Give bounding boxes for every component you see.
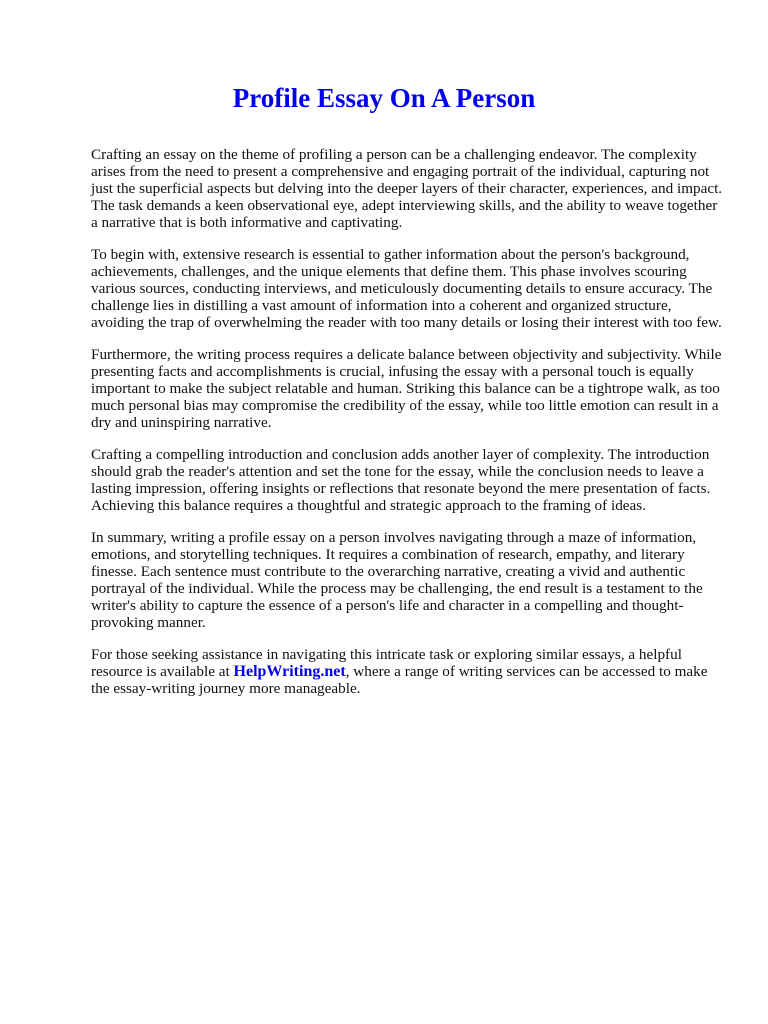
paragraph-1: Crafting an essay on the theme of profiling a person can be a challenging endeavor. The complexity arises from the need to present a comprehensive and engaging portrait of the individual, capturing not just the superficial aspects but delving into the deeper layers of their character, experiences, and impact. The task demands a keen observational eye, adept interviewing skills, and the ability to weave together a narrative that is both informative and captivating. (91, 146, 723, 232)
paragraph-4: Crafting a compelling introduction and conclusion adds another layer of complexity. The introduction should grab the reader's attention and set the tone for the essay, while the conclusion needs to leave a lasting impression, offering insights or reflections that resonate beyond the mere presentation of facts. Achieving this balance requires a thoughtful and strategic approach to the framing of ideas. (91, 445, 711, 515)
closing-text-before-link: For those seeking assistance in navigating this intricate task or exploring similar essays, a helpful resource is available at (91, 645, 682, 680)
page-title: Profile Essay On A Person (232, 83, 536, 113)
paragraph-2: To begin with, extensive research is essential to gather information about the person's background, achievements, challenges, and the unique elements that define them. This phase involves scouring various sources, conducting interviews, and meticulously documenting details to ensure accuracy. The challenge lies in distilling a vast amount of information into a coherent and organized structure, avoiding the trap of overwhelming the reader with too many details or losing their interest with too few. (91, 245, 722, 332)
essay-body (91, 146, 723, 712)
paragraph-3: Furthermore, the writing process requires a delicate balance between objectivity and subjectivity. While presenting facts and accomplishments is crucial, infusing the essay with a personal touch is equally important to make the subject relatable and human. Striking this balance can be a tightrope walk, as too much personal bias may compromise the credibility of the essay, while too little emotion can result in a dry and uninspiring narrative. (91, 345, 722, 432)
closing-text-after-link: , where a range of writing services can be accessed to make the essay-writing journey more manageable. (91, 662, 708, 698)
paragraph-5: In summary, writing a profile essay on a person involves navigating through a maze of information, emotions, and storytelling techniques. It requires a combination of research, empathy, and literary finesse. Each sentence must contribute to the overarching narrative, creating a vivid and authentic portrayal of the individual. While the process may be challenging, the end result is a testament to the writer's ability to capture the essence of a person's life and character in a compelling and thought-provoking manner. (91, 528, 703, 632)
helpwriting-link[interactable]: HelpWriting.net (233, 662, 346, 680)
closing-paragraph (91, 646, 723, 697)
